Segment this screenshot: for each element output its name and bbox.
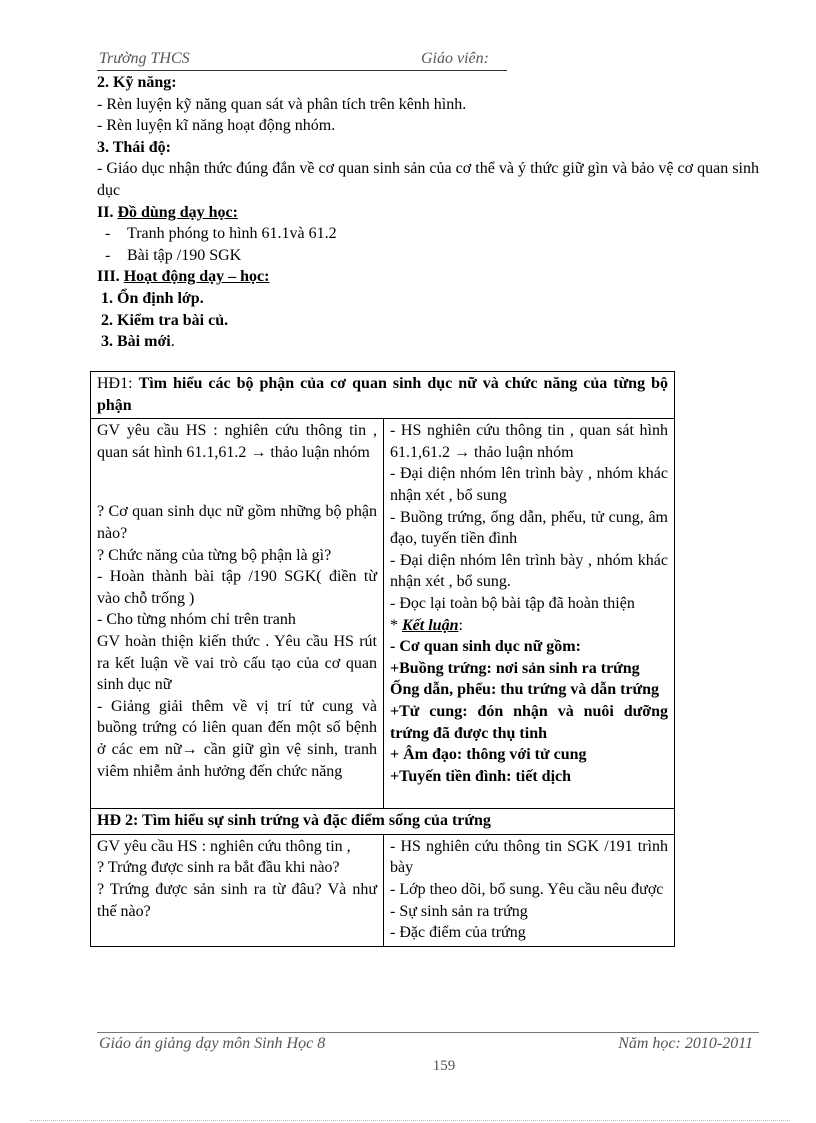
tools-heading [97, 202, 759, 224]
teacher-step: ? Chức năng của từng bộ phận là gì? [97, 546, 332, 564]
conclusion-line: +Tử cung: đón nhận và nuôi dưỡng trứng đã được thụ tinh [390, 702, 668, 742]
teacher-step: GV yêu cầu HS : nghiên cứu thông tin , [97, 837, 351, 855]
teacher-step: GV yêu cầu HS : nghiên cứu thông tin , quan sát hình 61.1,61.2 → thảo luận nhóm [97, 422, 377, 461]
teacher-step: GV hoàn thiện kiến thức . Yêu cầu HS rút ra kết luận về vai trò cấu tạo của cơ quan sinh dục nữ [97, 632, 377, 694]
teacher-step: - Giảng giải thêm về vị trí tử cung và buồng trứng có liên quan đến một số bệnh ở các em nữ→ cần giữ gìn vệ sinh, tranh viêm nhiễm ảnh hưởng đến chức năng [97, 697, 377, 780]
attitude-text: - Giáo dục nhận thức đúng đắn về cơ quan sinh sản của cơ thể và ý thức giữ gìn và bảo vệ cơ quan sinh dục [97, 160, 759, 199]
page-footer [97, 1032, 759, 1052]
conclusion-line: - Cơ quan sinh dục nữ gồm: [390, 638, 581, 656]
conclusion-line: Ống dẫn, phểu: thu trứng và dẫn trứng [390, 681, 660, 699]
student-step: - Đọc lại toàn bộ bài tập đã hoàn thiện [390, 594, 635, 612]
page-header [97, 50, 507, 71]
teacher-step: - Hoàn thành bài tập /190 SGK( điền từ vào chỗ trống ) [97, 568, 377, 607]
teacher-step: ? Trứng được sản sinh ra từ đâu? Và như thế nào? [97, 881, 377, 920]
activity-step-3 [97, 331, 759, 353]
footer-year: Năm học: 2010-2011 [618, 1035, 753, 1052]
activity-step-text: 3. Bài mới [97, 333, 171, 351]
document-body [97, 72, 759, 353]
teacher-step: - Cho từng nhóm chỉ trên tranh [97, 611, 296, 629]
attitude-heading: 3. Thái độ: [97, 138, 171, 156]
student-step: - Buồng trứng, ống dẫn, phểu, tử cung, âm đạo, tuyến tiền đình [390, 508, 668, 548]
lesson-table [90, 371, 675, 947]
hd1-student-cell [384, 419, 675, 809]
tools-item: - Bài tập /190 SGK [97, 245, 759, 267]
skills-heading: 2. Kỹ năng: [97, 74, 177, 91]
hd1-teacher-cell [91, 419, 384, 809]
hd2-title: HĐ 2: Tìm hiểu sự sinh trứng và đặc điểm sống của trứng [91, 809, 675, 835]
footer-subject: Giáo án giảng dạy môn Sinh Học 8 [99, 1035, 326, 1052]
conclusion-heading [390, 615, 668, 637]
conclusion-label: Kết luận [402, 616, 459, 634]
hd1-label: HĐ1: [97, 375, 139, 392]
student-step: - Đặc điểm của trứng [390, 924, 526, 942]
tools-prefix: II. [97, 203, 118, 221]
header-teacher: Giáo viên: [421, 50, 489, 67]
student-step: - HS nghiên cứu thông tin , quan sát hình 61.1,61.2 → thảo luận nhóm [390, 422, 668, 461]
tools-title: Đồ dùng dạy học: [117, 203, 238, 221]
hd1-title [91, 372, 675, 419]
conclusion-colon: : [458, 616, 463, 634]
page-number: 159 [432, 1058, 456, 1074]
tools-item: - Tranh phóng to hình 61.1và 61.2 [97, 223, 759, 245]
skills-item: - Rèn luyện kĩ năng hoạt động nhóm. [97, 117, 336, 135]
header-school: Trường THCS [99, 50, 190, 67]
student-step: - Lớp theo dõi, bổ sung. Yêu cầu nêu được [390, 881, 664, 899]
hd2-content-row [91, 834, 675, 946]
hd1-content-row [91, 419, 675, 809]
conclusion-line: +Tuyến tiền đình: tiết dịch [390, 767, 572, 785]
conclusion-star: * [390, 616, 402, 634]
hd2-title-row [91, 809, 675, 835]
activities-heading [97, 266, 759, 288]
student-step: - Đại diện nhóm lên trình bày , nhóm khác nhận xét , bổ sung. [390, 551, 668, 591]
hd2-student-cell [384, 834, 675, 946]
student-step: - Đại diện nhóm lên trình bày , nhóm khác nhận xét , bổ sung [390, 465, 668, 504]
hd1-title-text: Tìm hiểu các bộ phận của cơ quan sinh dục nữ và chức năng của từng bộ phận [97, 375, 668, 414]
conclusion-line: +Buồng trứng: nơi sản sinh ra trứng [390, 659, 640, 677]
student-step: - HS nghiên cứu thông tin SGK /191 trình bày [390, 837, 668, 877]
teacher-step: ? Cơ quan sinh dục nữ gồm những bộ phận nào? [97, 503, 377, 542]
activity-step-suffix: . [170, 333, 175, 351]
skills-item: - Rèn luyện kỹ năng quan sát và phân tích trên kênh hình. [97, 95, 467, 113]
page-edge-divider [30, 1120, 790, 1121]
teacher-step: ? Trứng được sinh ra bắt đầu khi nào? [97, 859, 340, 877]
activity-step: 1. Ổn định lớp. [97, 289, 204, 307]
activity-step: 2. Kiểm tra bài củ. [97, 311, 229, 329]
hd1-title-row [91, 372, 675, 419]
student-step: - Sự sinh sản ra trứng [390, 902, 528, 920]
activities-prefix: III. [97, 268, 124, 286]
hd2-teacher-cell [91, 834, 384, 946]
activities-title: Hoạt động dạy – học: [123, 268, 270, 286]
conclusion-line: + Âm đạo: thông với tử cung [390, 746, 587, 764]
